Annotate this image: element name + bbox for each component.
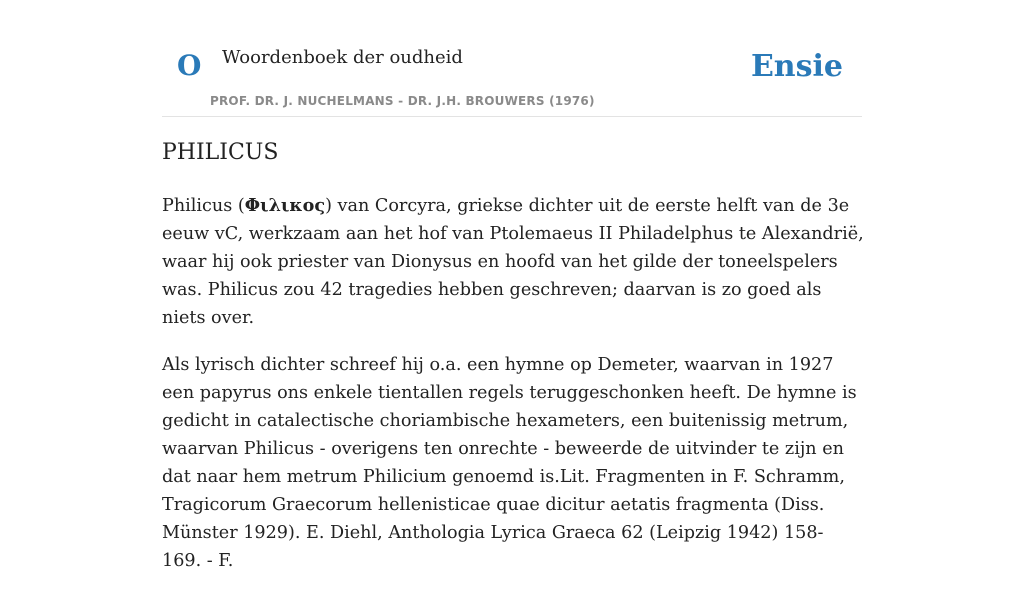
- entry-paragraph-1-rest: ) van Corcyra, griekse dichter uit de eerste helft van de 3e eeuw vC, werkzaam aan het hof van Ptolemaeus II Philadelphus te Alexandrië, waar hij ook priester van Dionysus en hoofd van het gilde der toneelspelers was. Philicus zou 42 tragedies hebben geschreven; daarvan is zo goed als niets over.: [162, 196, 864, 328]
- dictionary-header: [162, 0, 862, 117]
- entry-paragraph-2: Als lyrisch dichter schreef hij o.a. een hymne op Demeter, waarvan in 1927 een papyrus ons enkele tientallen regels teruggeschonken heeft. De hymne is gedicht in catalectische choriambische hexameters, een buitenissig metrum, waarvan Philicus - overigens ten onrechte - beweerde de uitvinder te zijn en dat naar hem metrum Philicium genoemd is.Lit. Fragmenten in F. Schramm, Tragicorum Graecorum hellenisticae quae dicitur aetatis fragmenta (Diss. Münster 1929). E. Diehl, Anthologia Lyrica Graeca 62 (Leipzig 1942) 158- 169. - F.: [162, 355, 857, 571]
- greek-name: Φιλικος: [244, 195, 326, 216]
- ensie-logo[interactable]: Ensie: [750, 49, 843, 84]
- entry-content: [162, 192, 864, 594]
- entry-title: PHILICUS: [162, 140, 279, 165]
- entry-paragraph-1: [162, 192, 864, 332]
- letter-index[interactable]: O: [177, 49, 202, 82]
- book-title[interactable]: Woordenboek der oudheid: [222, 47, 463, 68]
- book-authors: PROF. DR. J. NUCHELMANS - DR. J.H. BROUWERS (1976): [210, 94, 595, 108]
- entry-paragraph-1-start: Philicus (: [162, 196, 245, 216]
